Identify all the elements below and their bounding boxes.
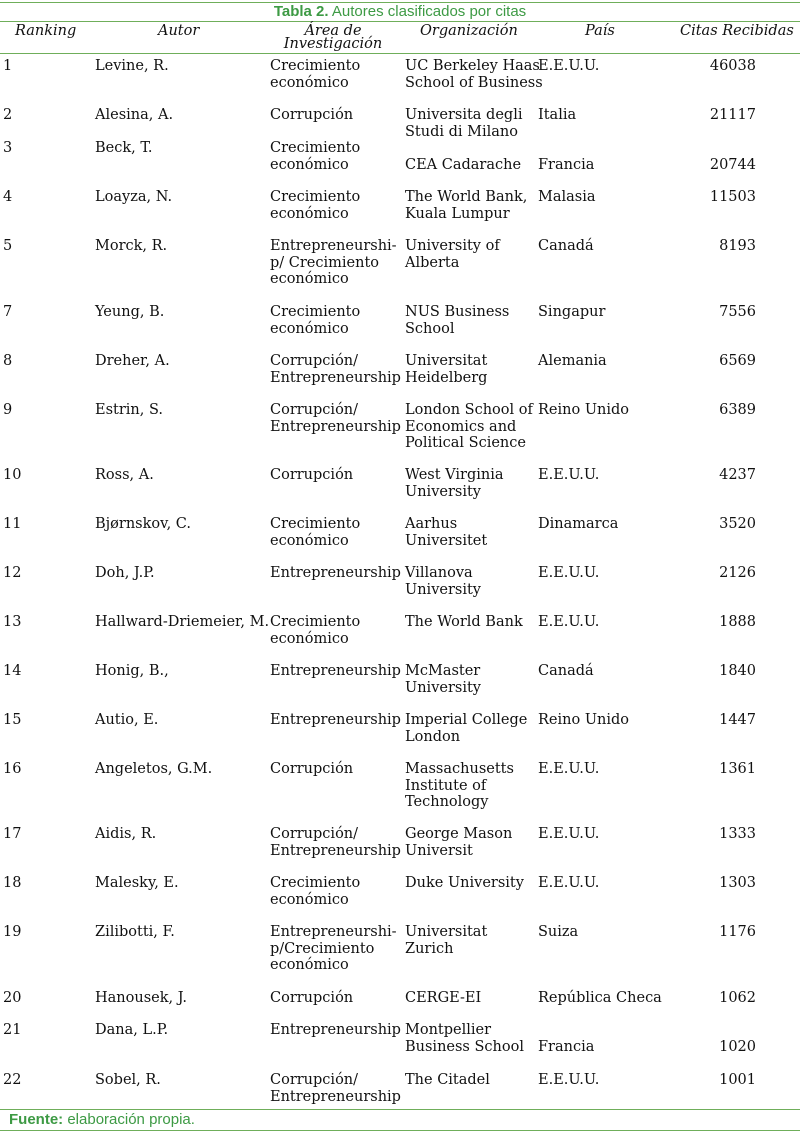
cell-citas: 11503 [709, 189, 756, 205]
cell-area [270, 826, 400, 859]
cell-area [270, 189, 400, 222]
cell-organizacion [405, 663, 537, 696]
cell-organizacion-line: The World Bank, [405, 189, 528, 205]
cell-citas: 1447 [719, 712, 756, 728]
cell-organizacion-line: Universitat [405, 353, 488, 369]
cell-ranking: 9 [3, 402, 13, 418]
cell-autor: Alesina, A. [95, 107, 174, 123]
cell-area-line: económico [270, 532, 349, 549]
cell-area [270, 924, 400, 974]
cell-organizacion-line: Alberta [405, 254, 460, 271]
cell-organizacion-line: CEA Cadarache [405, 156, 522, 173]
cell-autor: Doh, J.P. [95, 565, 155, 581]
cell-citas: 2126 [719, 565, 756, 581]
cell-organizacion [405, 826, 537, 859]
cell-autor: Malesky, E. [95, 875, 179, 891]
cell-organizacion-line: Montpellier [405, 1022, 492, 1038]
cell-ranking: 10 [3, 467, 22, 483]
cell-pais: Singapur [538, 304, 606, 320]
footer-text: elaboración propia. [67, 1111, 195, 1128]
cell-organizacion-line: Political Science [405, 435, 526, 451]
cell-citas: 1361 [719, 761, 756, 777]
cell-organizacion-line: George Mason [405, 826, 513, 842]
cell-autor: Angeletos, G.M. [95, 761, 213, 777]
cell-citas: 1062 [719, 990, 756, 1006]
cell-area [270, 467, 400, 484]
cell-citas: 20744 [709, 156, 756, 173]
cell-organizacion-line: CERGE-EI [405, 990, 482, 1006]
cell-ranking: 3 [3, 140, 13, 156]
cell-pais: E.E.U.U. [538, 875, 600, 891]
cell-organizacion-line: University [405, 679, 481, 696]
cell-area [270, 875, 400, 908]
cell-pais: Alemania [538, 353, 607, 369]
cell-organizacion [405, 467, 537, 500]
cell-area-line: Crecimiento [270, 875, 361, 891]
cell-area [270, 107, 400, 124]
cell-area-line: Corrupción [270, 107, 354, 123]
cell-organizacion-line: Economics and [405, 418, 517, 435]
cell-organizacion [405, 875, 537, 892]
cell-organizacion-line: The World Bank [405, 614, 523, 630]
cell-area-line: económico [270, 630, 349, 647]
footer-rule [0, 1130, 800, 1131]
cell-pais: Reino Unido [538, 402, 630, 418]
cell-area [270, 353, 400, 386]
cell-area-line: Entrepreneurship [270, 663, 401, 679]
cell-area [270, 304, 400, 337]
cell-autor: Dreher, A. [95, 353, 170, 369]
cell-area-line: económico [270, 957, 349, 973]
cell-organizacion [405, 614, 537, 631]
cell-organizacion-line: London [405, 728, 461, 745]
cell-pais: E.E.U.U. [538, 565, 600, 581]
cell-autor: Zilibotti, F. [95, 924, 175, 940]
cell-autor: Dana, L.P. [95, 1022, 169, 1038]
cell-pais: Francia [538, 1038, 595, 1055]
cell-area-line: Corrupción/ [270, 1072, 359, 1088]
cell-area [270, 663, 400, 680]
footer-label: Fuente: [9, 1111, 64, 1128]
cell-organizacion-line: London School of [405, 402, 533, 418]
cell-area-line: Corrupción/ [270, 826, 359, 842]
cell-citas: 1840 [719, 663, 756, 679]
cell-area-line: económico [270, 205, 349, 222]
cell-citas: 6569 [719, 353, 756, 369]
cell-citas: 1176 [719, 924, 756, 940]
cell-pais: Reino Unido [538, 712, 630, 728]
cell-area-line: Corrupción/ [270, 353, 359, 369]
cell-organizacion-line: Zurich [405, 940, 454, 957]
cell-citas: 3520 [719, 516, 756, 532]
cell-area-line: Crecimiento [270, 304, 361, 320]
cell-autor: Hallward-Driemeier, M. [95, 614, 270, 630]
cell-ranking: 1 [3, 58, 13, 74]
cell-area-line: Entrepreneurship [270, 712, 401, 728]
cell-autor: Hanousek, J. [95, 990, 188, 1006]
cell-pais: E.E.U.U. [538, 761, 600, 777]
caption-prefix: Tabla 2. [273, 3, 329, 20]
cell-organizacion [405, 990, 537, 1007]
cell-area-line: económico [270, 271, 349, 287]
cell-pais: Francia [538, 156, 595, 173]
cell-ranking: 14 [3, 663, 22, 679]
cell-area [270, 516, 400, 549]
cell-organizacion [405, 924, 537, 957]
cell-organizacion [405, 58, 543, 91]
cell-area [270, 140, 400, 173]
cell-ranking: 18 [3, 875, 22, 891]
cell-citas: 7556 [719, 304, 756, 320]
cell-organizacion-line: School [405, 320, 455, 337]
cell-ranking: 11 [3, 516, 22, 532]
cell-ranking: 5 [3, 238, 13, 254]
cell-area [270, 990, 400, 1007]
cell-ranking: 22 [3, 1072, 22, 1088]
cell-citas: 46038 [709, 58, 756, 74]
cell-organizacion [405, 353, 537, 386]
cell-organizacion-line: Heidelberg [405, 369, 488, 386]
cell-area-line: económico [270, 156, 349, 173]
cell-area-line: Crecimiento [270, 58, 361, 74]
cell-area [270, 58, 400, 91]
cell-organizacion [405, 565, 537, 598]
cell-pais: República Checa [538, 990, 662, 1006]
cell-autor: Estrin, S. [95, 402, 164, 418]
cell-autor: Sobel, R. [95, 1072, 161, 1088]
cell-autor: Aidis, R. [95, 826, 157, 842]
cell-citas: 21117 [709, 107, 756, 123]
cell-ranking: 15 [3, 712, 22, 728]
cell-pais: Italia [538, 107, 577, 123]
cell-organizacion-line: Universitat [405, 924, 488, 940]
cell-area-line: económico [270, 74, 349, 91]
cell-ranking: 16 [3, 761, 22, 777]
cell-organizacion-line: Business School [405, 1038, 524, 1055]
cell-ranking: 21 [3, 1022, 22, 1038]
cell-ranking: 2 [3, 107, 13, 123]
cell-organizacion-line: Massachusetts [405, 761, 514, 777]
cell-autor: Bjørnskov, C. [95, 516, 191, 532]
cell-autor: Morck, R. [95, 238, 168, 254]
header-organizacion: Organización [420, 23, 518, 39]
cell-pais: Canadá [538, 663, 594, 679]
cell-area [270, 761, 400, 778]
cell-pais: E.E.U.U. [538, 826, 600, 842]
cell-organizacion-line: School of Business [405, 74, 543, 91]
cell-organizacion-line: University [405, 581, 481, 598]
cell-organizacion-line: Duke University [405, 875, 524, 891]
cell-organizacion [405, 761, 537, 811]
cell-area [270, 1022, 400, 1039]
header-rule [0, 53, 800, 54]
cell-pais: Suiza [538, 924, 579, 940]
cell-area-line: Entrepreneurship [270, 842, 401, 859]
header-autor: Autor [158, 23, 200, 39]
cell-pais: E.E.U.U. [538, 1072, 600, 1088]
cell-organizacion [405, 107, 537, 140]
cell-autor: Ross, A. [95, 467, 154, 483]
cell-autor: Beck, T. [95, 140, 153, 156]
cell-citas: 8193 [719, 238, 756, 254]
cell-citas: 6389 [719, 402, 756, 418]
caption-rule [0, 21, 800, 22]
table-footer [9, 1111, 195, 1128]
cell-area [270, 238, 400, 288]
cell-area-line: p/Crecimiento [270, 940, 375, 957]
cell-pais: Malasia [538, 189, 596, 205]
cell-area [270, 712, 400, 729]
cell-organizacion [405, 516, 537, 549]
cell-organizacion [405, 402, 537, 452]
cell-organizacion-line: University of [405, 238, 500, 254]
cell-area-line: Corrupción/ [270, 402, 359, 418]
cell-organizacion [405, 712, 537, 745]
cell-area-line: Crecimiento [270, 516, 361, 532]
cell-area-line: Entrepreneurshi- [270, 238, 397, 254]
cell-area-line: económico [270, 320, 349, 337]
cell-organizacion-line: University [405, 483, 481, 500]
cell-organizacion-line: Universita degli [405, 107, 523, 123]
cell-pais: Canadá [538, 238, 594, 254]
cell-ranking: 13 [3, 614, 22, 630]
cell-organizacion-line: West Virginia [405, 467, 504, 483]
cell-autor: Autio, E. [95, 712, 159, 728]
cell-area-line: Crecimiento [270, 189, 361, 205]
cell-organizacion [405, 1022, 537, 1055]
cell-organizacion-line: McMaster [405, 663, 481, 679]
cell-ranking: 17 [3, 826, 22, 842]
cell-autor: Yeung, B. [95, 304, 165, 320]
cell-organizacion-line: Universitet [405, 532, 488, 549]
cell-area [270, 1072, 400, 1105]
header-area-line1: Área de [304, 23, 362, 39]
cell-citas: 1001 [719, 1072, 756, 1088]
cell-area-line: Corrupción [270, 467, 354, 483]
cell-organizacion-line: Universit [405, 842, 473, 859]
cell-pais: E.E.U.U. [538, 614, 600, 630]
cell-area [270, 614, 400, 647]
cell-pais: E.E.U.U. [538, 58, 600, 74]
header-citas: Citas Recibidas [680, 23, 794, 39]
cell-organizacion-line: NUS Business [405, 304, 510, 320]
cell-area-line: Entrepreneurship [270, 418, 401, 435]
cell-ranking: 7 [3, 304, 13, 320]
cell-organizacion [405, 1072, 537, 1089]
cell-area-line: Crecimiento [270, 614, 361, 630]
cell-organizacion-line: UC Berkeley Haas [405, 58, 540, 74]
cell-organizacion [405, 189, 537, 222]
header-area [283, 25, 383, 51]
cell-organizacion [405, 238, 537, 271]
cell-area-line: económico [270, 891, 349, 908]
cell-organizacion-line: Kuala Lumpur [405, 205, 510, 222]
cell-autor: Loayza, N. [95, 189, 173, 205]
header-area-line2: Investigación [283, 36, 383, 52]
cell-area [270, 402, 400, 435]
cell-area-line: Entrepreneurship [270, 1088, 401, 1105]
header-pais: País [585, 23, 615, 39]
cell-organizacion-line: The Citadel [405, 1072, 490, 1088]
cell-ranking: 12 [3, 565, 22, 581]
table-caption [0, 3, 800, 20]
cell-area-line: Entrepreneurship [270, 565, 401, 581]
cell-autor: Levine, R. [95, 58, 169, 74]
cell-organizacion-line: Aarhus [405, 516, 458, 532]
caption-text: Autores clasificados por citas [331, 3, 527, 20]
cell-organizacion [405, 304, 537, 337]
cell-area-line: Entrepreneurship [270, 1022, 401, 1038]
cell-area-line: Entrepreneurshi- [270, 924, 397, 940]
cell-citas: 1303 [719, 875, 756, 891]
cell-area [270, 565, 400, 582]
cell-pais: Dinamarca [538, 516, 619, 532]
cell-organizacion-line: Studi di Milano [405, 123, 518, 140]
cell-organizacion-line: Imperial College [405, 712, 528, 728]
cell-organizacion [405, 157, 537, 174]
cell-ranking: 4 [3, 189, 13, 205]
cell-pais: E.E.U.U. [538, 467, 600, 483]
cell-ranking: 20 [3, 990, 22, 1006]
cell-organizacion-line: Institute of [405, 777, 487, 794]
cell-organizacion-line: Villanova [405, 565, 473, 581]
cell-citas: 1333 [719, 826, 756, 842]
cell-citas: 1020 [719, 1038, 756, 1055]
cell-area-line: Entrepreneurship [270, 369, 401, 386]
cell-citas: 1888 [719, 614, 756, 630]
cell-organizacion-line: Technology [405, 794, 489, 810]
cell-area-line: p/ Crecimiento [270, 254, 380, 271]
cell-area-line: Corrupción [270, 990, 354, 1006]
cell-area-line: Crecimiento [270, 140, 361, 156]
cell-area-line: Corrupción [270, 761, 354, 777]
header-ranking: Ranking [15, 23, 77, 39]
cell-autor: Honig, B., [95, 663, 169, 679]
cell-ranking: 19 [3, 924, 22, 940]
cell-ranking: 8 [3, 353, 13, 369]
bottom-rule [0, 1109, 800, 1110]
cell-citas: 4237 [719, 467, 756, 483]
